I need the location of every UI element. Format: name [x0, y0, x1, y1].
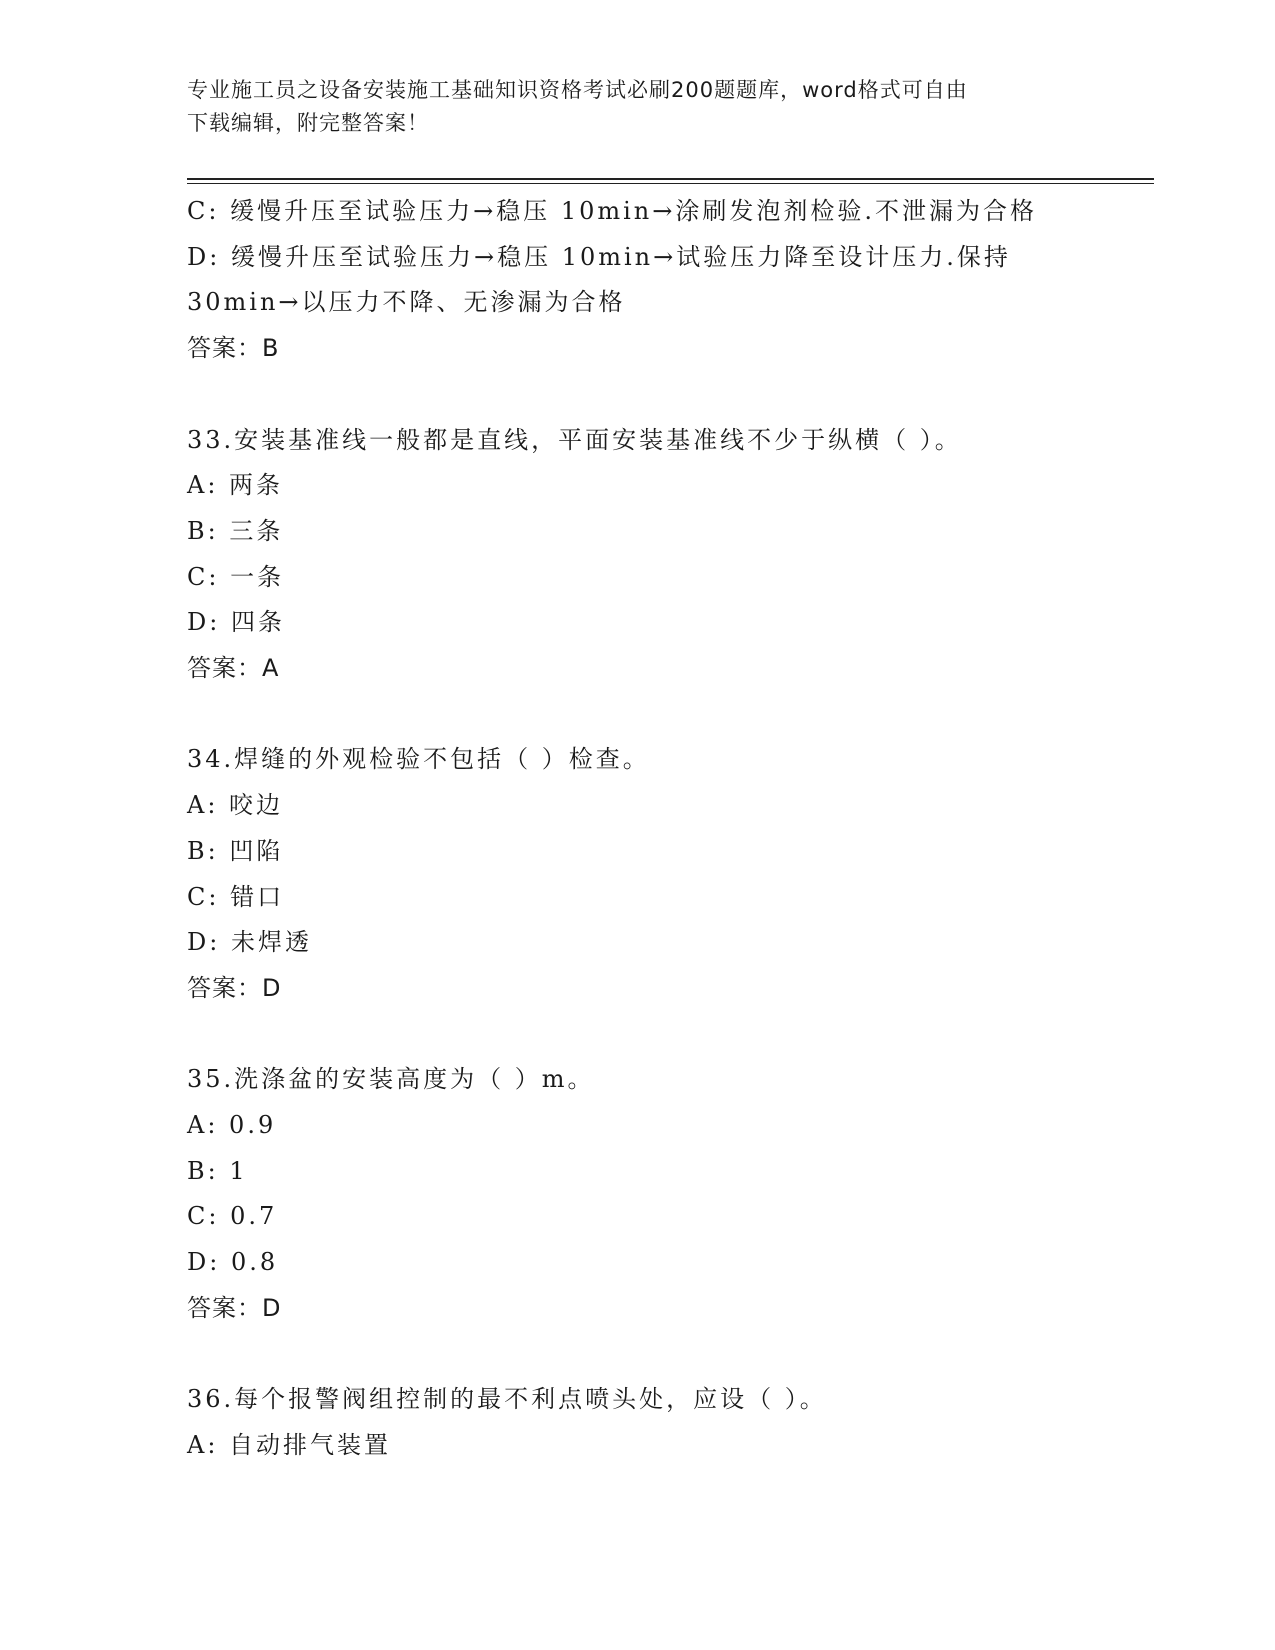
option-b: B: 三条 — [187, 516, 284, 545]
question-stem: 35.洗涤盆的安装高度为（ ）m。 — [187, 1065, 595, 1094]
option-d: D: 缓慢升压至试验压力→稳压 10min→试验压力降至设计压力.保持 — [187, 242, 1011, 271]
question-stem: 34.焊缝的外观检验不包括（ ）检查。 — [187, 745, 650, 774]
option-a: A: 自动排气装置 — [187, 1430, 392, 1459]
header-divider-thick — [187, 178, 1154, 180]
question-stem: 36.每个报警阀组控制的最不利点喷头处，应设（ ）。 — [187, 1385, 827, 1414]
header-line-2: 下载编辑，附完整答案！ — [187, 111, 429, 135]
option-d-continued: 30min→以压力不降、无渗漏为合格 — [187, 288, 626, 317]
question-list — [187, 189, 1087, 1469]
answer: 答案：A — [187, 654, 280, 683]
question-stem: 33.安装基准线一般都是直线，平面安装基准线不少于纵横（ ）。 — [187, 425, 962, 454]
spacer — [187, 692, 1087, 738]
question-34 — [187, 737, 1087, 1011]
question-33 — [187, 418, 1087, 692]
header-divider-thin — [187, 183, 1154, 184]
option-c: C: 错口 — [187, 882, 285, 911]
header-line-1: 专业施工员之设备安装施工基础知识资格考试必刷200题题库，word格式可自由 — [187, 78, 968, 102]
spacer — [187, 372, 1087, 418]
option-b: B: 1 — [187, 1156, 248, 1185]
question-35 — [187, 1057, 1087, 1331]
option-d: D: 0.8 — [187, 1248, 279, 1277]
option-d: D: 四条 — [187, 608, 285, 637]
option-b: B: 凹陷 — [187, 836, 284, 865]
spacer — [187, 1332, 1087, 1378]
option-c: C: 一条 — [187, 562, 285, 591]
answer: 答案：B — [187, 334, 280, 363]
option-a: A: 0.9 — [187, 1111, 277, 1140]
option-c: C: 0.7 — [187, 1202, 278, 1231]
option-a: A: 两条 — [187, 471, 284, 500]
option-d: D: 未焊透 — [187, 928, 312, 957]
option-a: A: 咬边 — [187, 791, 284, 820]
answer: 答案：D — [187, 1293, 282, 1322]
answer: 答案：D — [187, 973, 282, 1002]
question-32-continued — [187, 189, 1087, 372]
option-c: C: 缓慢升压至试验压力→稳压 10min→涂刷发泡剂检验.不泄漏为合格 — [187, 197, 1037, 225]
spacer — [187, 1012, 1087, 1058]
question-36 — [187, 1377, 1087, 1468]
document-header — [187, 74, 1087, 140]
